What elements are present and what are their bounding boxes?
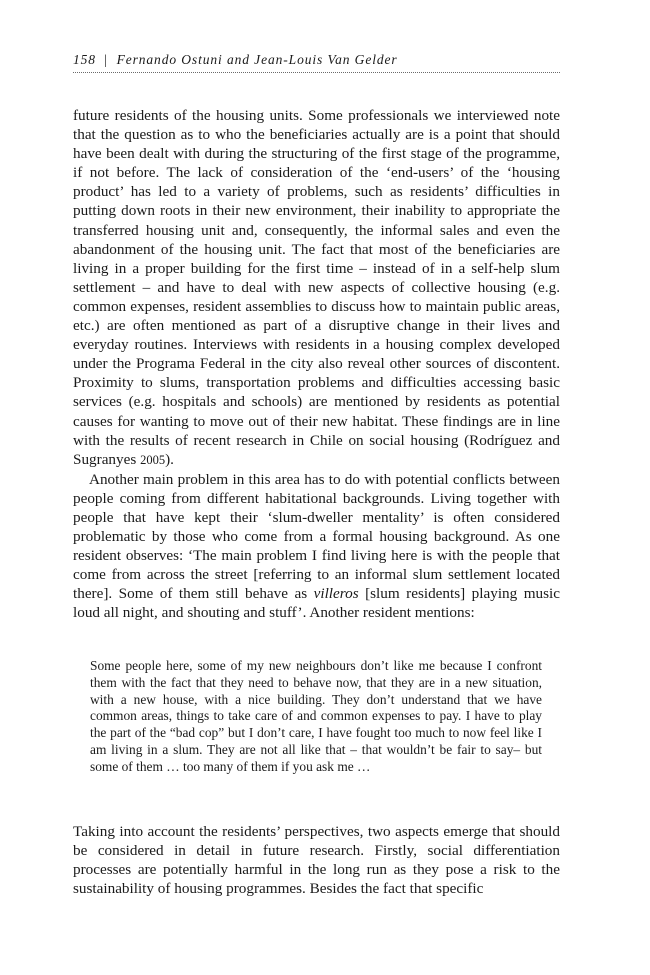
paragraph-2-text-a: Another main problem in this area has to do with potential conflicts between people coming from different habitational backgrounds. Living together with people that have kept their ‘slum-dweller mentality’ is often considered problematic by those who come from a formal housing background. As one resident observes: ‘The main problem I find living here is with the people that come from across the street [referring to an informal slum settlement located there]. Some of them still behave as bbox=[73, 470, 560, 603]
italic-term: villeros bbox=[313, 585, 359, 603]
closing-text-block bbox=[73, 822, 560, 898]
quote-text: Some people here, some of my new neighbours don’t like me because I confront them with the fact that they need to behave now, that they are in a new situation, with a new house, with a nice building. They don’t understand that we have common areas, things to take care of and common expenses to pay. I have to play the part of the “bad cop” but I don’t care, I have fought too much to now feel like I am living in a slum. They are not all like that – that wouldn’t be fair to say– but some of them … too many of them if you ask me … bbox=[90, 658, 542, 774]
page-number: 158 bbox=[73, 52, 96, 67]
paragraph-1-end: ). bbox=[165, 450, 174, 468]
header-separator: | bbox=[103, 52, 108, 67]
header-rule bbox=[73, 72, 560, 73]
paragraph-2-text-b: [slum residents] playing music loud all night, and shouting and stuff’. Another resident mentions: bbox=[73, 585, 560, 622]
citation-year: 2005 bbox=[140, 452, 166, 467]
paragraph-2 bbox=[73, 470, 560, 623]
paragraph-1-text: future residents of the housing units. Some professionals we interviewed note that the question as to who the beneficiaries actually are is a point that should have been dealt with during the structuring of the first stage of the programme, if not before. The lack of consideration of the ‘end-users’ of the ‘housing product’ has led to a variety of problems, such as residents’ difficulties in putting down roots in their new environment, their inability to appropriate the transferred housing unit and, consequently, the informal sales and even the abandonment of the housing unit. The fact that most of the beneficiaries are living in a proper building for the first time – instead of in a self-help slum settlement – and have to deal with new aspects of collective housing (e.g. common expenses, resident assemblies to discuss how to maintain public areas, etc.) are often mentioned as part of a disruptive change in their lives and everyday routines. Interviews with residents in a housing complex developed under the Programa Federal in the city also reveal other sources of discontent. Proximity to slums, transportation problems and difficulties accessing basic services (e.g. hospitals and schools) are mentioned by residents as potential causes for wanting to move out of their new habitat. These findings are in line with the results of recent research in Chile on social housing (Rodríguez and Sugranyes bbox=[73, 107, 560, 468]
main-text-block bbox=[73, 106, 560, 623]
running-head bbox=[73, 51, 560, 69]
paragraph-3: Taking into account the residents’ perspectives, two aspects emerge that should be considered in detail in future research. Firstly, social differentiation processes are potentially harmful in the long run as they pose a risk to the sustainability of housing programmes. Besides the fact that specific bbox=[73, 823, 560, 898]
block-quote bbox=[90, 658, 542, 776]
header-authors: Fernando Ostuni and Jean-Louis Van Gelder bbox=[116, 52, 398, 67]
paragraph-1 bbox=[73, 106, 560, 470]
